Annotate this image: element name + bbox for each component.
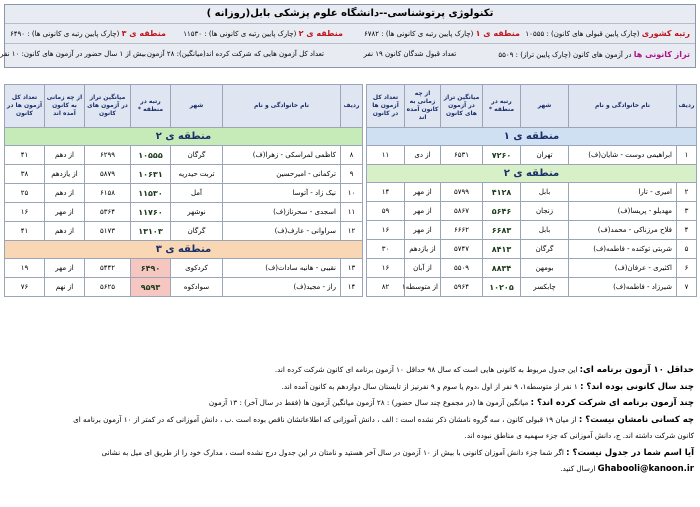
national-rank-label: رتبه کشوری xyxy=(641,29,690,38)
region-header xyxy=(367,165,697,183)
cell-since: از دهم xyxy=(45,184,85,203)
note-text: اگر شما جزء دانش آموزان کانونی با بیش از ۱۰ آزمون در سال آخر هستید و نامتان در این جدول درج نشده است ، مدارک خود را از طریق ای میل به نشانی xyxy=(101,447,567,457)
cell-idx: ۲ xyxy=(677,183,697,202)
col-count: تعداد کل آزمون ها در کانون xyxy=(367,85,405,128)
summary-header xyxy=(0,4,696,68)
note-line xyxy=(6,412,694,429)
table-row xyxy=(5,165,363,184)
cell-rank: ۱۱۷۶۰ xyxy=(131,203,171,222)
cell-idx: ۶ xyxy=(677,259,697,278)
col-idx: ردیف xyxy=(341,85,363,128)
cell-taraz: ۵۳۶۴ xyxy=(85,203,131,222)
cell-taraz: ۶۲۹۹ xyxy=(85,146,131,165)
cell-since: از مهر xyxy=(45,259,85,278)
cell-name: کاظمی لمراسکی - زهرا(ف) xyxy=(223,146,341,165)
cell-taraz: ۶۱۵۸ xyxy=(85,184,131,203)
table-row xyxy=(5,146,363,165)
cell-rank: ۹۵۹۳ xyxy=(131,278,171,297)
page-title: تکنولوژی پرتوشناسی--دانشگاه علوم پزشکی بابل(روزانه ) xyxy=(206,8,494,19)
cell-name: فلاح مرزناکی - محمد(ف) xyxy=(569,221,677,240)
cell-name: شیرزاد - فاطمه(ف) xyxy=(569,278,677,297)
cell-rank: ۱۰۲۰۵ xyxy=(483,278,521,297)
cell-count: ۸۲ xyxy=(367,278,405,297)
cell-count: ۷۶ xyxy=(5,278,45,297)
cell-rank: ۸۴۱۳ xyxy=(483,240,521,259)
region-header xyxy=(5,241,363,259)
cell-count: ۳۰ xyxy=(367,240,405,259)
cell-rank: ۸۸۳۴ xyxy=(483,259,521,278)
col-idx: ردیف xyxy=(677,85,697,128)
region2-label: منطقه ی ۲ xyxy=(298,29,343,38)
cell-taraz: ۵۹۶۴ xyxy=(441,278,483,297)
cell-since: از مهر xyxy=(405,221,441,240)
col-count: تعداد کل آزمون ها در کانون xyxy=(5,85,45,128)
table-row xyxy=(5,259,363,278)
table-row xyxy=(367,146,697,165)
region2-value: (چارک پایین رتبه ی کانونی ها) : ۱۱۵۳۰ xyxy=(183,30,297,38)
cell-city: تهران xyxy=(521,146,569,165)
cell-taraz: ۵۷۴۷ xyxy=(441,240,483,259)
cell-rank: ۴۱۲۸ xyxy=(483,183,521,202)
cell-idx: ۱ xyxy=(677,146,697,165)
cell-rank: ۱۰۵۵۵ xyxy=(131,146,171,165)
cell-idx: ۹ xyxy=(341,165,363,184)
cell-name: ترکمانی - امیرحسین xyxy=(223,165,341,184)
cell-city: تربت حیدریه xyxy=(171,165,223,184)
cell-city: گرگان xyxy=(171,146,223,165)
cell-since: از مهر xyxy=(45,203,85,222)
table-row xyxy=(367,202,697,221)
table-row xyxy=(5,278,363,297)
students-table-left xyxy=(4,84,363,297)
veteran-count: بیش از ۱ سال حضور در آزمون های کانون: ۱۰ نفر xyxy=(0,50,146,58)
note-line xyxy=(6,445,694,462)
cell-rank: ۱۰۶۳۱ xyxy=(131,165,171,184)
table-row xyxy=(367,259,697,278)
table-row xyxy=(367,240,697,259)
cell-city: سوادکوه xyxy=(171,278,223,297)
cell-count: ۱۱ xyxy=(367,146,405,165)
cell-since: از دی xyxy=(405,146,441,165)
cell-count: ۵۹ xyxy=(367,202,405,221)
region-label: منطقه ی ۳ xyxy=(5,241,363,259)
cell-count: ۳۸ xyxy=(5,165,45,184)
cell-rank: ۶۴۹۰ xyxy=(131,259,171,278)
table-row xyxy=(367,221,697,240)
cell-taraz: ۵۷۹۹ xyxy=(441,183,483,202)
cell-city: بابل xyxy=(521,183,569,202)
region1-value: (چارک پایین رتبه ی کانونی ها) : ۶۷۸۲ xyxy=(364,30,474,38)
col-since: از چه زمانی به کانون آمده اند xyxy=(45,85,85,128)
cell-name: شربتی توکنده - فاطمه(ف) xyxy=(569,240,677,259)
cell-name: نیک زاد - آتوسا xyxy=(223,184,341,203)
cell-taraz: ۵۶۲۵ xyxy=(85,278,131,297)
col-taraz: میانگین تراز در آزمون های کانون xyxy=(441,85,483,128)
cell-idx: ۱۴ xyxy=(341,278,363,297)
cell-idx: ۳ xyxy=(677,202,697,221)
note-line xyxy=(6,461,694,478)
table-row xyxy=(5,184,363,203)
cell-since: از دهم xyxy=(45,146,85,165)
cell-idx: ۱۲ xyxy=(341,222,363,241)
cell-idx: ۱۳ xyxy=(341,259,363,278)
taraz-value: در آزمون های کانون (چارک پایین تراز) : ۵۵۰۹ xyxy=(498,51,632,59)
col-city: شهر xyxy=(521,85,569,128)
note-text: این جدول مربوط به کانونی هایی است که سال ۹۸ حداقل ۱۰ آزمون برنامه ای کانون شرکت کرده اند. xyxy=(274,365,580,374)
note-line xyxy=(6,428,694,445)
cell-count: ۲۵ xyxy=(5,184,45,203)
cell-taraz: ۵۸۶۷ xyxy=(441,202,483,221)
cell-since: از مهر xyxy=(405,183,441,202)
cell-city: گرگان xyxy=(171,222,223,241)
note-heading: آیا اسم شما در جدول نیست؟ : xyxy=(566,447,694,458)
cell-name: سراوانی - عارف(ف) xyxy=(223,222,341,241)
cell-since: از دهم xyxy=(45,222,85,241)
table-row xyxy=(367,278,697,297)
cell-city: بابل xyxy=(521,221,569,240)
cell-name: نقیبی - هانیه سادات(ف) xyxy=(223,259,341,278)
cell-taraz: ۵۵۰۹ xyxy=(441,259,483,278)
note-heading: حداقل ۱۰ آزمون برنامه ای: xyxy=(579,365,694,375)
cell-rank: ۱۳۱۰۳ xyxy=(131,222,171,241)
table-row xyxy=(367,183,697,202)
col-name: نام خانوادگی و نام xyxy=(569,85,677,128)
cell-city: چابکسر xyxy=(521,278,569,297)
table-row xyxy=(5,222,363,241)
table-row xyxy=(5,203,363,222)
cell-city: بومهن xyxy=(521,259,569,278)
accepted-count: تعداد قبول شدگان کانون ۱۹ نفر xyxy=(363,50,457,58)
cell-name: اسجدی - سحرناز(ف) xyxy=(223,203,341,222)
region-header xyxy=(5,128,363,146)
col-taraz: میانگین تراز در آزمون های کانون xyxy=(85,85,131,128)
email-link[interactable]: Ghabooli@kanoon.ir xyxy=(597,464,694,474)
region1-label: منطقه ی ۱ xyxy=(475,29,520,38)
taraz-label: تراز کانونی ها xyxy=(633,50,690,59)
cell-rank: ۶۶۸۳ xyxy=(483,221,521,240)
notes-section xyxy=(6,362,694,504)
cell-idx: ۱۰ xyxy=(341,184,363,203)
col-rank: رتبه در منطقه * xyxy=(483,85,521,128)
cell-taraz: ۶۶۶۲ xyxy=(441,221,483,240)
cell-idx: ۷ xyxy=(677,278,697,297)
cell-name: امیری - تارا xyxy=(569,183,677,202)
cell-taraz: ۶۵۳۱ xyxy=(441,146,483,165)
cell-city: آمل xyxy=(171,184,223,203)
note-text: کانون شرکت داشته اند. ج، دانش آموزانی که جزء سهمیه ی مناطق نبوده اند. xyxy=(464,431,694,440)
summary-row-ranks xyxy=(5,27,695,40)
cell-count: ۴۱ xyxy=(5,146,45,165)
cell-taraz: ۵۴۴۲ xyxy=(85,259,131,278)
col-name: نام خانوادگی و نام xyxy=(223,85,341,128)
cell-idx: ۵ xyxy=(677,240,697,259)
cell-count: ۱۶ xyxy=(5,203,45,222)
cell-name: راز - مجید(ف) xyxy=(223,278,341,297)
cell-since: از یازدهم xyxy=(45,165,85,184)
students-table-right xyxy=(366,84,697,297)
summary-row-stats xyxy=(0,48,695,61)
cell-name: ابراهیمی دوست - شایان(ف) xyxy=(569,146,677,165)
note-text: از میان ۱۹ قبولی کانون ، سه گروه نامشان ذکر نشده است : الف ، دانش آموزانی که اطلاعاتشان ناقص بوده است .ب ، دانش آموزانی که در کمتر از ۱۰ آزمون برنامه ای xyxy=(73,414,579,424)
cell-idx: ۴ xyxy=(677,221,697,240)
region-label: منطقه ی ۲ xyxy=(367,165,697,183)
note-line xyxy=(6,362,694,379)
cell-since: از مهر xyxy=(405,202,441,221)
col-rank: رتبه در منطقه * xyxy=(131,85,171,128)
cell-count: ۴۱ xyxy=(5,222,45,241)
note-text: ارسال کنید. xyxy=(560,464,598,473)
cell-count: ۱۶ xyxy=(367,259,405,278)
cell-idx: ۸ xyxy=(341,146,363,165)
national-rank-value: (چارک پایین قبولی های کانون) : ۱۰۵۵۵ xyxy=(525,30,640,38)
note-text: میانگین آزمون ها (در مجموع چند سال حضور) : ۲۸ آزمون میانگین آزمون ها (فقط در سال آخر) : ۱۳ آزمون xyxy=(208,398,531,407)
cell-city: کردکوی xyxy=(171,259,223,278)
cell-rank: ۷۲۶۰ xyxy=(483,146,521,165)
cell-count: ۱۴ xyxy=(367,183,405,202)
cell-since: از یازدهم xyxy=(405,240,441,259)
cell-count: ۱۹ xyxy=(5,259,45,278)
col-city: شهر xyxy=(171,85,223,128)
note-heading: چه کسانی نامشان نیست؟ : xyxy=(578,414,694,425)
cell-city: نوشهر xyxy=(171,203,223,222)
cell-taraz: ۵۱۷۳ xyxy=(85,222,131,241)
note-heading: چند آزمون برنامه ای شرکت کرده اند؟ : xyxy=(530,398,694,408)
col-since: از چه زمانی به کانون آمده اند xyxy=(405,85,441,128)
note-text: ۱ نفر از متوسطه۱، ۹ نفر از اول ،دوم یا سوم و ۹ نفرنیز از تابستان سال دوازدهم به کانون آمده اند. xyxy=(281,381,581,391)
region-label: منطقه ی ۱ xyxy=(367,128,697,146)
cell-idx: ۱۱ xyxy=(341,203,363,222)
cell-city: گرگان xyxy=(521,240,569,259)
cell-rank: ۱۱۵۳۰ xyxy=(131,184,171,203)
cell-since: از آبان xyxy=(405,259,441,278)
cell-count: ۱۶ xyxy=(367,221,405,240)
region-label: منطقه ی ۲ xyxy=(5,128,363,146)
region3-value: (چارک پایین رتبه ی کانونی ها) : ۶۴۹۰ xyxy=(10,30,120,38)
cell-since: از متوسطه۱ xyxy=(405,278,441,297)
average-tests: تعداد کل آزمون هایی که شرکت کرده اند(میانگین): ۲۸ آزمون xyxy=(146,50,324,58)
cell-since: از نهم xyxy=(45,278,85,297)
region-header xyxy=(367,128,697,146)
cell-rank: ۵۶۴۶ xyxy=(483,202,521,221)
cell-city: زنجان xyxy=(521,202,569,221)
note-line xyxy=(6,379,694,396)
region3-label: منطقه ی ۳ xyxy=(121,29,166,38)
cell-taraz: ۵۸۷۹ xyxy=(85,165,131,184)
note-heading: چند سال کانونی بوده اند؟ : xyxy=(580,381,694,392)
cell-name: مهدیلو - پریسا(ف) xyxy=(569,202,677,221)
note-line xyxy=(6,395,694,412)
cell-name: اکثیری - عرفان(ف) xyxy=(569,259,677,278)
